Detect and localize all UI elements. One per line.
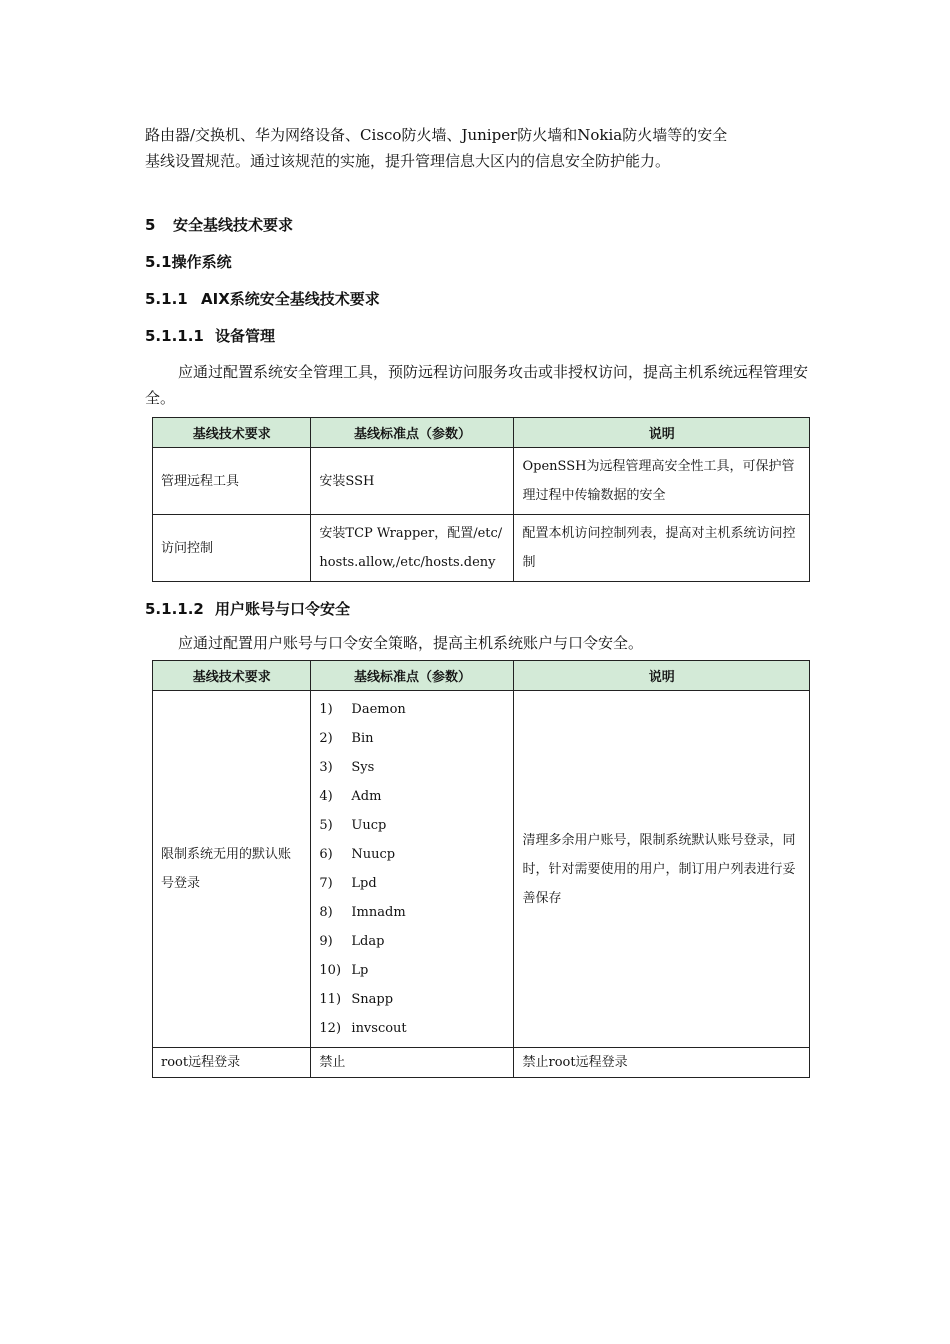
heading-5-1-1-1-text: 设备管理 xyxy=(215,327,276,345)
heading-5-1-1-2-number: 5.1.1.2 xyxy=(145,600,204,618)
list-item-number: 10) xyxy=(319,963,342,978)
table-row xyxy=(153,691,810,1048)
account-list-item xyxy=(319,724,505,753)
list-item-number: 4) xyxy=(319,789,333,804)
column-header-standard: 基线标准点（参数） xyxy=(311,418,514,448)
table-header-row xyxy=(153,418,810,448)
heading-5-text: 安全基线技术要求 xyxy=(173,216,294,234)
account-list-item xyxy=(319,840,505,869)
default-accounts-list xyxy=(319,695,505,1043)
intro-line-2: 基线设置规范。通过该规范的实施，提升管理信息大区内的信息安全防护能力。 xyxy=(145,152,671,170)
heading-5-1-1 xyxy=(145,288,810,310)
section2-paragraph: 应通过配置用户账号与口令安全策略，提高主机系统账户与口令安全。 xyxy=(178,634,644,652)
table-row xyxy=(153,515,810,582)
column-header-description: 说明 xyxy=(514,418,810,448)
account-list-item xyxy=(319,927,505,956)
column-header-requirement: 基线技术要求 xyxy=(153,418,311,448)
table-row xyxy=(153,1048,810,1078)
table-header-row xyxy=(153,661,810,691)
account-name: Daemon xyxy=(351,702,406,717)
account-name: Bin xyxy=(351,731,374,746)
table-cell: 配置本机访问控制列表，提高对主机系统访问控制 xyxy=(514,515,810,582)
intro-line-1: 路由器/交换机、华为网络设备、Cisco防火墙、Juniper防火墙和Nokia防火墙等的安全 xyxy=(145,126,728,144)
list-item-number: 6) xyxy=(319,847,333,862)
heading-5-1: 5.1操作系统 xyxy=(145,253,232,271)
table-cell: 限制系统无用的默认账号登录 xyxy=(153,691,311,1048)
list-item-number: 3) xyxy=(319,760,333,775)
intro-paragraph xyxy=(145,122,810,174)
heading-5 xyxy=(145,214,810,236)
account-list-item xyxy=(319,956,505,985)
account-list-item xyxy=(319,869,505,898)
table-cell: 禁止 xyxy=(311,1048,514,1078)
table-row xyxy=(153,448,810,515)
heading-5-number: 5 xyxy=(145,216,156,234)
account-password-table xyxy=(152,660,810,1078)
account-list-item xyxy=(319,985,505,1014)
list-item-number: 8) xyxy=(319,905,333,920)
section1-paragraph: 应通过配置系统安全管理工具，预防远程访问服务攻击或非授权访问，提高主机系统远程管理安全。 xyxy=(145,363,809,407)
account-list-item xyxy=(319,695,505,724)
list-item-number: 12) xyxy=(319,1021,342,1036)
account-name: Nuucp xyxy=(351,847,396,862)
account-name: Ldap xyxy=(351,934,385,949)
table-cell: 管理远程工具 xyxy=(153,448,311,515)
list-item-number: 11) xyxy=(319,992,342,1007)
table-cell xyxy=(311,691,514,1048)
table-cell: 清理多余用户账号，限制系统默认账号登录，同时，针对需要使用的用户，制订用户列表进行妥善保存 xyxy=(514,691,810,1048)
account-name: Imnadm xyxy=(351,905,406,920)
account-name: Lp xyxy=(351,963,369,978)
list-item-number: 2) xyxy=(319,731,333,746)
device-management-table xyxy=(152,417,810,582)
heading-5-1-1-number: 5.1.1 xyxy=(145,290,188,308)
heading-5-1-1-1 xyxy=(145,325,810,347)
account-list-item xyxy=(319,782,505,811)
account-list-item xyxy=(319,1014,505,1043)
account-list-item xyxy=(319,811,505,840)
account-name: Lpd xyxy=(351,876,377,891)
account-name: Adm xyxy=(351,789,382,804)
heading-5-1-1-text: AIX系统安全基线技术要求 xyxy=(201,290,380,308)
column-header-requirement: 基线技术要求 xyxy=(153,661,311,691)
heading-5-1-1-1-number: 5.1.1.1 xyxy=(145,327,204,345)
account-name: Snapp xyxy=(351,992,394,1007)
table-cell: OpenSSH为远程管理高安全性工具，可保护管理过程中传输数据的安全 xyxy=(514,448,810,515)
list-item-number: 9) xyxy=(319,934,333,949)
account-list-item xyxy=(319,753,505,782)
account-name: Sys xyxy=(351,760,375,775)
heading-5-1-1-2-text: 用户账号与口令安全 xyxy=(215,600,351,618)
column-header-standard: 基线标准点（参数） xyxy=(311,661,514,691)
list-item-number: 1) xyxy=(319,702,333,717)
heading-5-1-1-2 xyxy=(145,598,810,620)
account-name: Uucp xyxy=(351,818,387,833)
table-cell: 禁止root远程登录 xyxy=(514,1048,810,1078)
list-item-number: 7) xyxy=(319,876,333,891)
list-item-number: 5) xyxy=(319,818,333,833)
account-name: invscout xyxy=(351,1021,407,1036)
account-list-item xyxy=(319,898,505,927)
column-header-description: 说明 xyxy=(514,661,810,691)
document-page xyxy=(145,122,810,1078)
table-cell: 访问控制 xyxy=(153,515,311,582)
table-cell: 安装SSH xyxy=(311,448,514,515)
table-cell: root远程登录 xyxy=(153,1048,311,1078)
table-cell: 安装TCP Wrapper，配置/etc/hosts.allow,/etc/hosts.deny xyxy=(311,515,514,582)
